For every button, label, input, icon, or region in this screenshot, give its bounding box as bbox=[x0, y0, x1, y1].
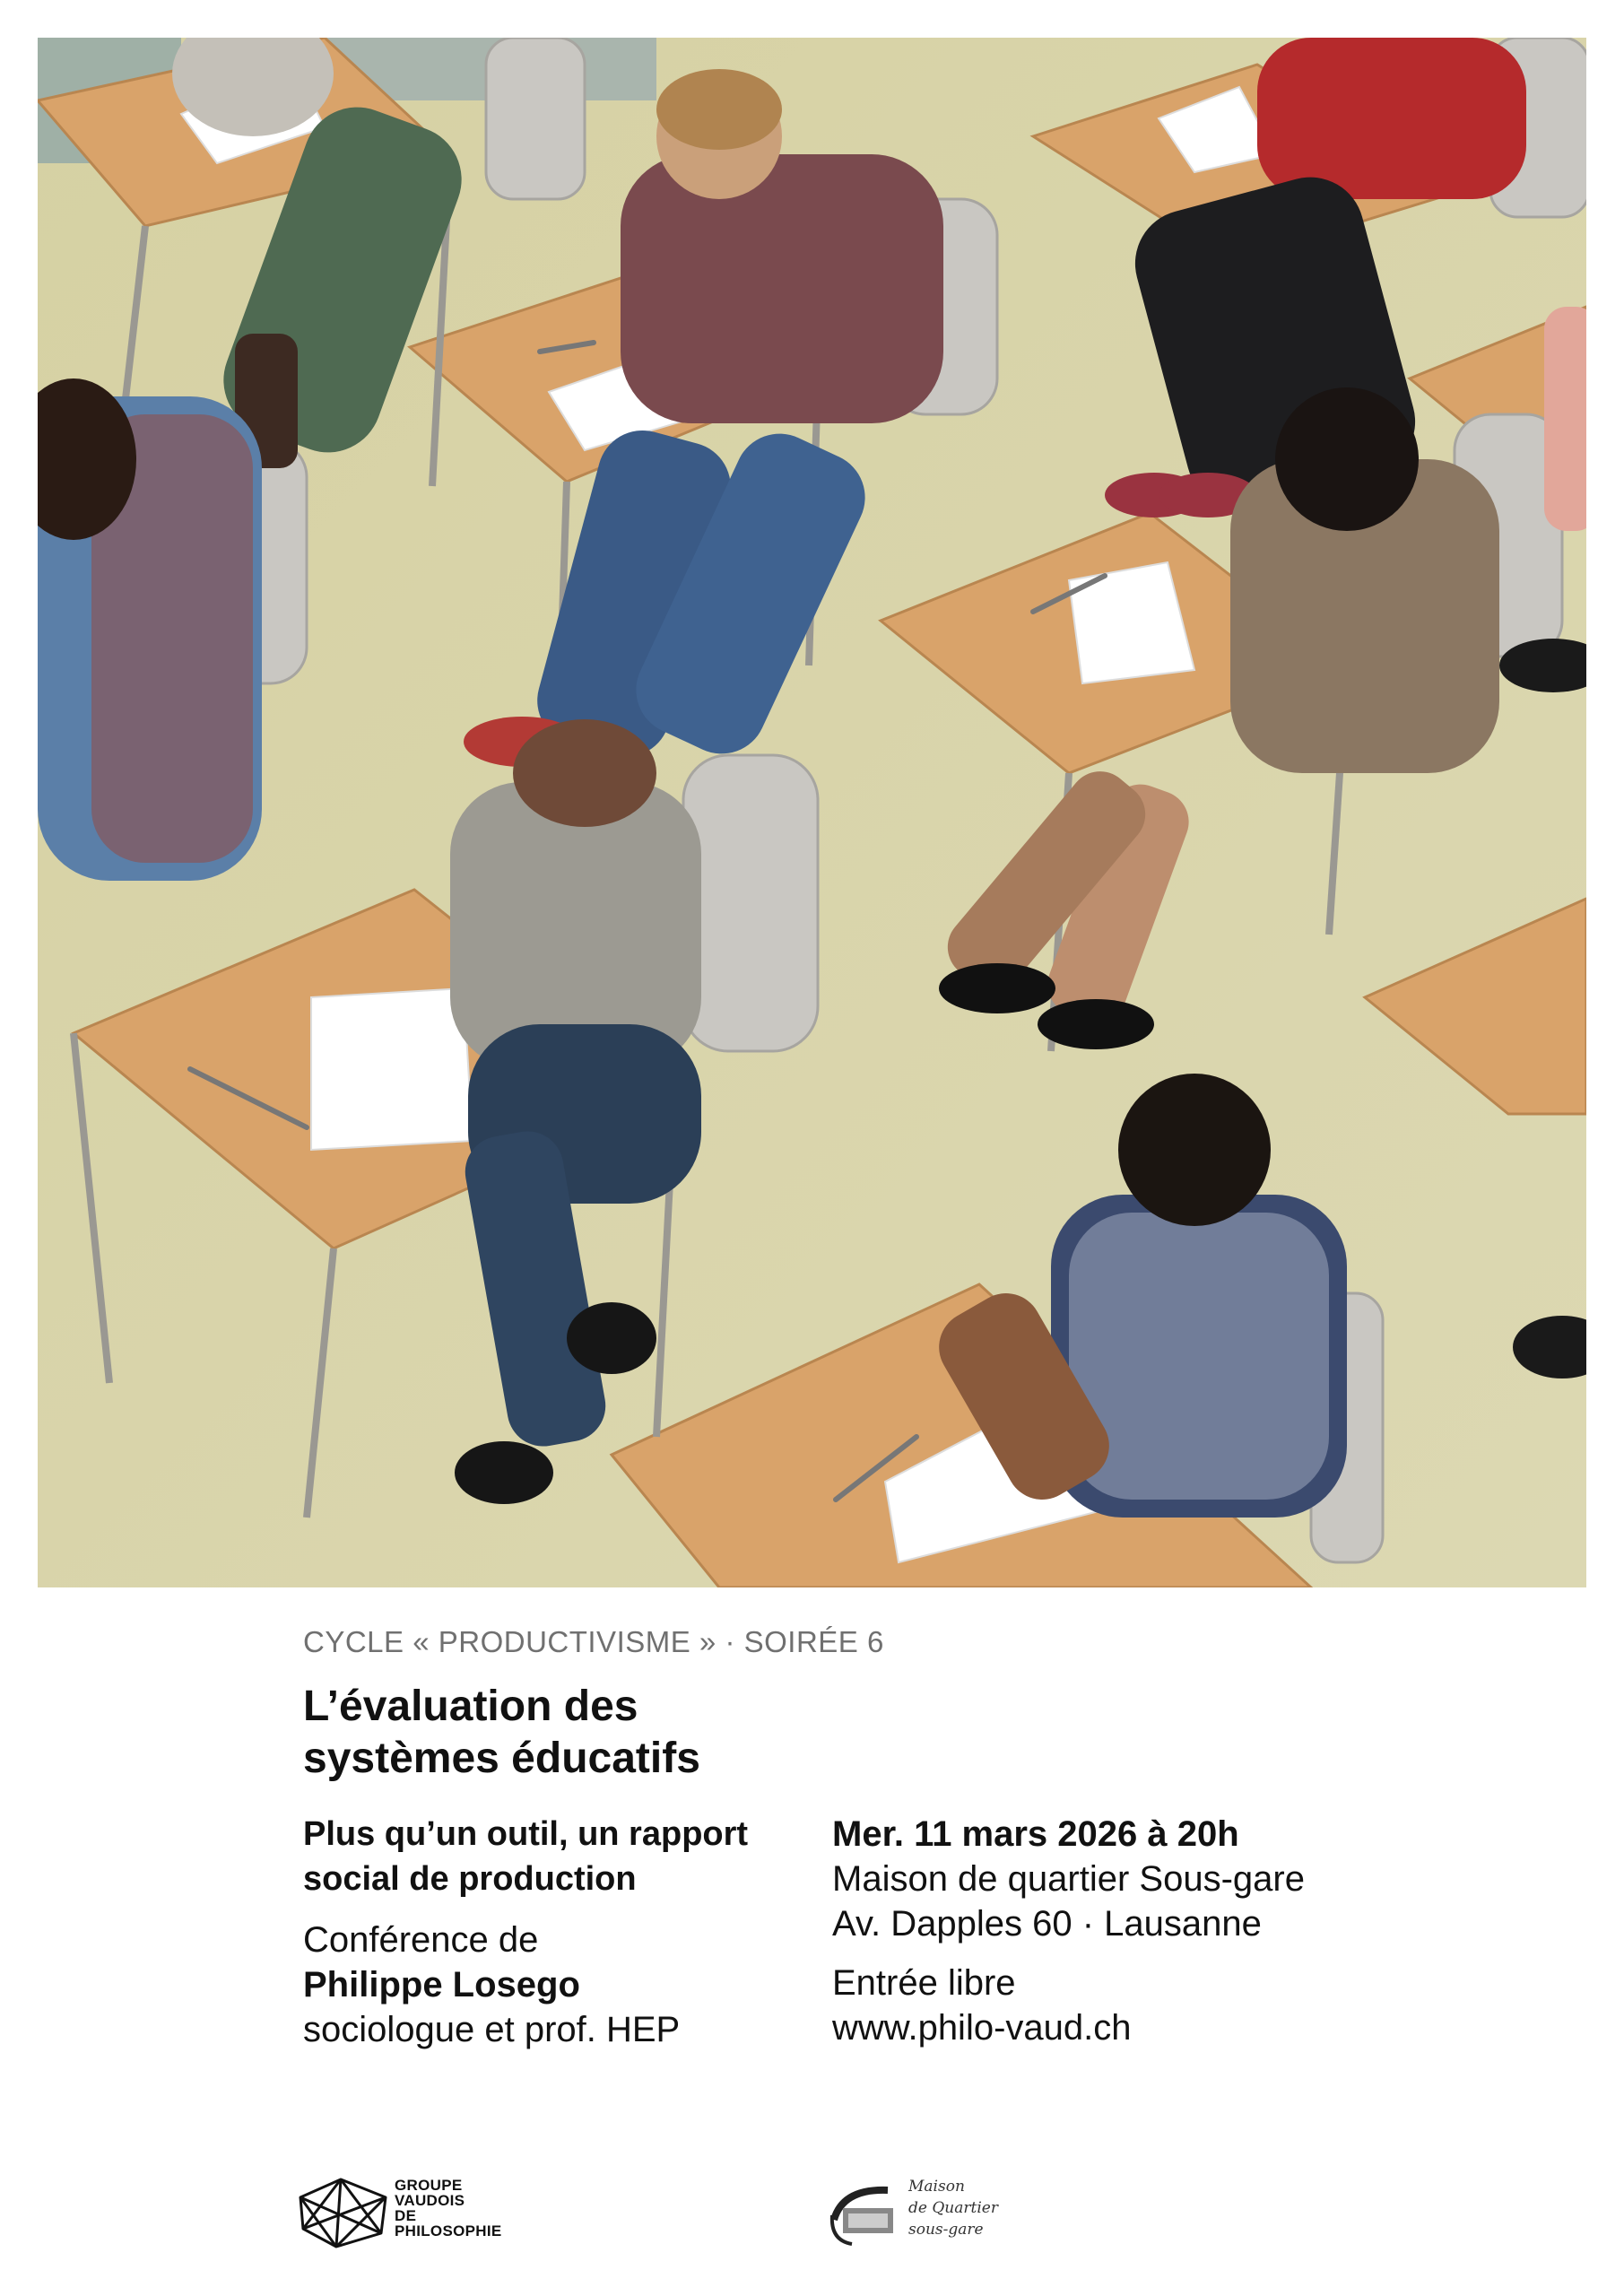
gvp-logo-line: PHILOSOPHIE bbox=[395, 2222, 502, 2239]
subtitle-line: Plus qu’un outil, un rapport bbox=[303, 1815, 749, 1853]
gvp-logo-text bbox=[395, 2178, 502, 2239]
event-address: Av. Dapples 60 · Lausanne bbox=[832, 1904, 1262, 1944]
event-info-block bbox=[832, 1812, 1305, 2050]
gvp-logo-mark bbox=[296, 2170, 390, 2251]
mq-logo-line: Maison bbox=[908, 2178, 965, 2196]
event-title bbox=[303, 1681, 700, 1785]
gvp-logo-line: VAUDOIS bbox=[395, 2192, 465, 2209]
speaker-block bbox=[303, 1918, 680, 2052]
maison-quartier-logo bbox=[825, 2170, 1058, 2260]
mq-logo-line: sous-gare bbox=[908, 2221, 984, 2239]
gvp-logo-line: DE bbox=[395, 2207, 417, 2224]
title-line: L’évaluation des bbox=[303, 1683, 638, 1730]
speaker-name: Philippe Losego bbox=[303, 1965, 580, 2005]
event-series-label: CYCLE « PRODUCTIVISME » · SOIRÉE 6 bbox=[303, 1625, 884, 1658]
mq-logo-line: de Quartier bbox=[908, 2199, 998, 2217]
maison-quartier-logo-mark bbox=[825, 2170, 906, 2251]
event-subtitle bbox=[303, 1812, 748, 1901]
title-line: systèmes éducatifs bbox=[303, 1735, 700, 1782]
subtitle-line: social de production bbox=[303, 1860, 637, 1898]
speaker-intro: Conférence de bbox=[303, 1920, 539, 1960]
speaker-role: sociologue et prof. HEP bbox=[303, 2010, 681, 2049]
event-entry: Entrée libre bbox=[832, 1963, 1016, 2003]
student bbox=[38, 378, 262, 881]
website-link[interactable]: www.philo-vaud.ch bbox=[832, 2008, 1132, 2048]
event-venue: Maison de quartier Sous-gare bbox=[832, 1859, 1305, 1899]
maison-quartier-logo-text bbox=[908, 2176, 998, 2240]
gvp-logo-line: GROUPE bbox=[395, 2177, 463, 2194]
hero-photo bbox=[38, 38, 1586, 1587]
gvp-logo bbox=[296, 2170, 529, 2260]
event-datetime: Mer. 11 mars 2026 à 20h bbox=[832, 1814, 1239, 1854]
